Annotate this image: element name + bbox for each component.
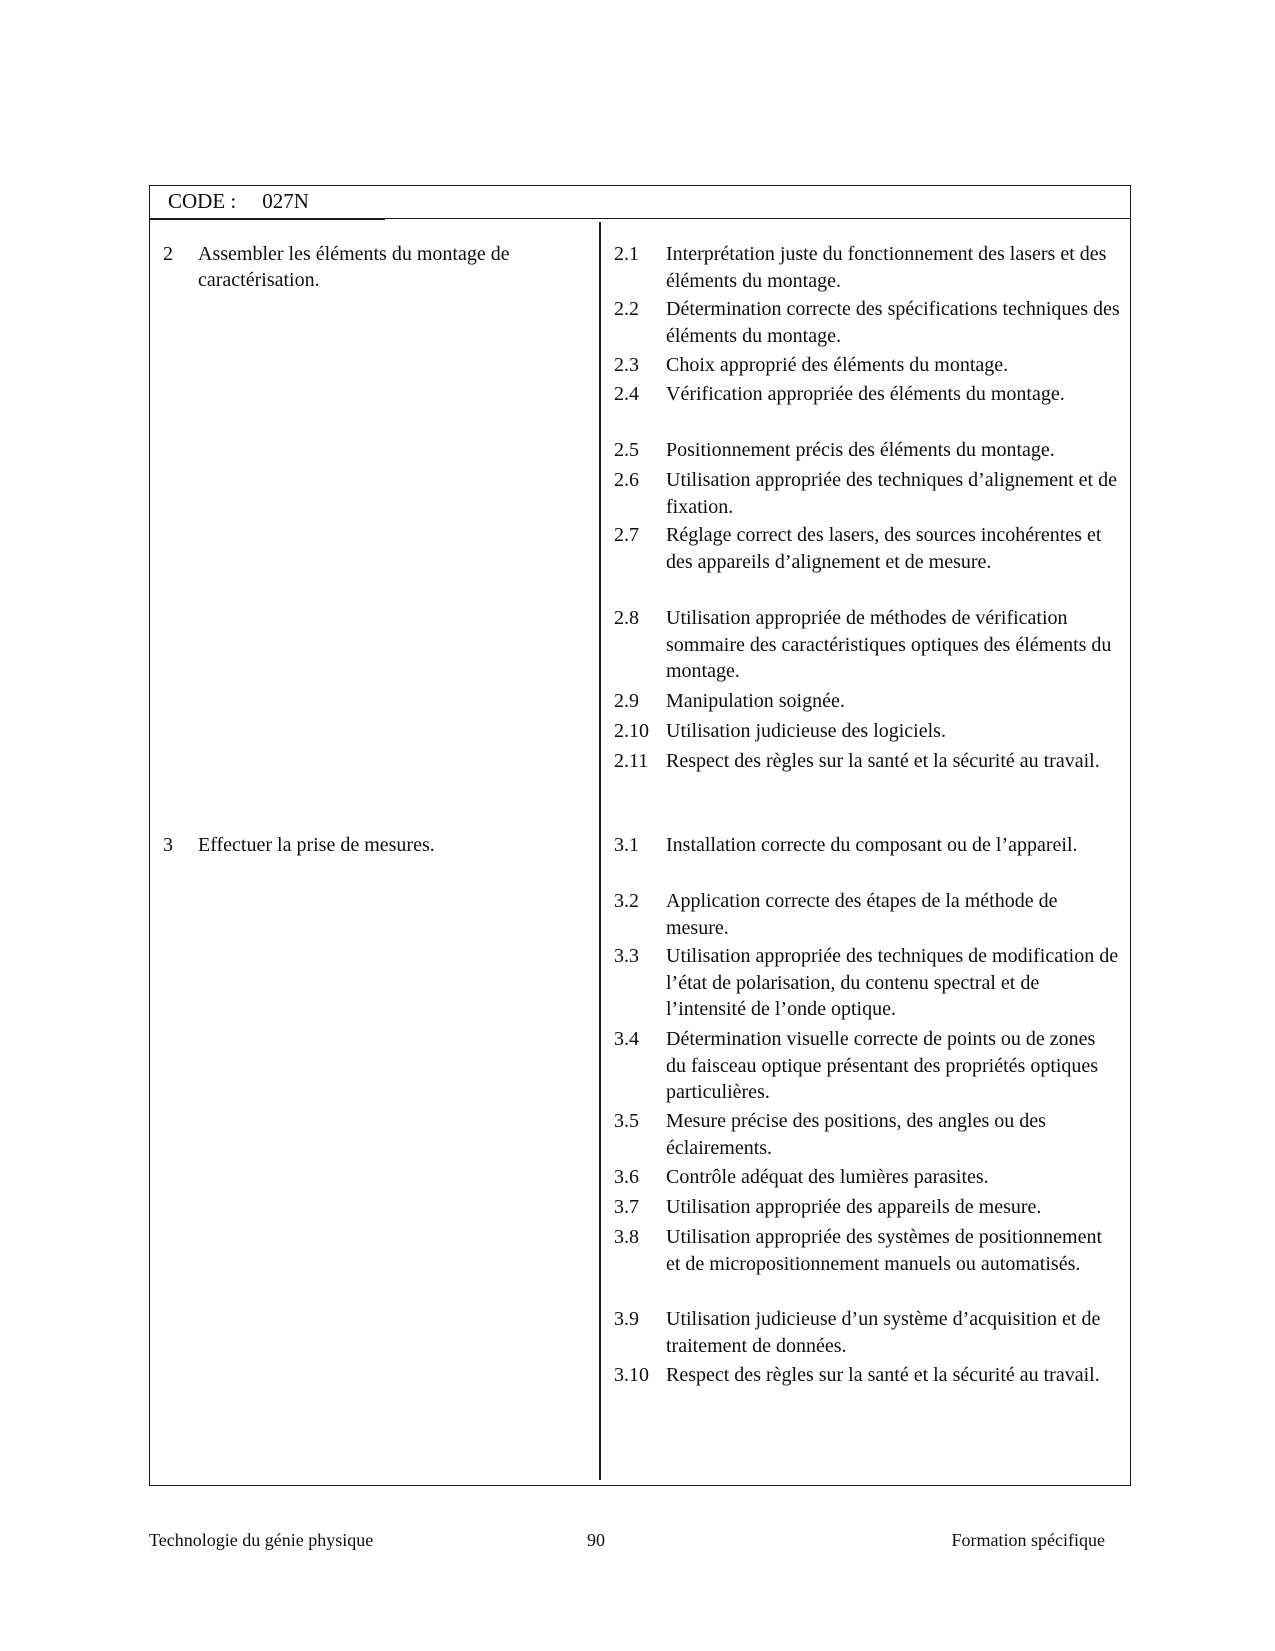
criterion-text: Respect des règles sur la santé et la sécurité au travail. [666, 1364, 1100, 1386]
criterion-item [614, 1306, 1120, 1359]
column-divider [599, 222, 601, 1480]
criterion-item [614, 688, 1120, 715]
criterion-number: 2.10 [614, 720, 649, 742]
criterion-text: Manipulation soignée. [666, 690, 845, 712]
criterion-item [614, 241, 1120, 294]
criterion-item [614, 1194, 1120, 1221]
criterion-item [614, 1026, 1120, 1106]
criterion-number: 2.1 [614, 243, 639, 265]
criterion-number: 2.8 [614, 607, 639, 629]
criterion-item [614, 437, 1120, 464]
criterion-item [614, 748, 1120, 775]
criterion-number: 3.6 [614, 1166, 639, 1188]
criterion-number: 2.7 [614, 524, 639, 546]
criterion-item [614, 522, 1120, 575]
criterion-number: 3.8 [614, 1226, 639, 1248]
criterion-text: Utilisation appropriée des techniques de modification de l’état de polarisation, du contenu spectral et de l’intensité de l’onde optique. [666, 945, 1119, 1020]
criterion-text: Utilisation appropriée des techniques d’alignement et de fixation. [666, 469, 1117, 518]
criterion-number: 3.5 [614, 1110, 639, 1132]
element-text: Assembler les éléments du montage de caractérisation. [198, 243, 510, 291]
criterion-number: 3.1 [614, 834, 639, 856]
criterion-item [614, 1164, 1120, 1191]
criterion-number: 2.11 [614, 750, 649, 772]
criterion-item [614, 888, 1120, 941]
criterion-number: 2.5 [614, 439, 639, 461]
criterion-text: Mesure précise des positions, des angles ou des éclairements. [666, 1110, 1046, 1159]
criterion-number: 3.4 [614, 1028, 639, 1050]
page-footer [149, 1530, 1105, 1556]
criterion-item [614, 943, 1120, 1023]
page-number: 90 [587, 1530, 605, 1550]
criterion-item [614, 467, 1120, 520]
criterion-text: Contrôle adéquat des lumières parasites. [666, 1166, 989, 1188]
criterion-number: 3.9 [614, 1308, 639, 1330]
criterion-text: Détermination correcte des spécifications techniques des éléments du montage. [666, 298, 1120, 347]
criterion-item [614, 605, 1120, 685]
criterion-text: Utilisation appropriée des appareils de mesure. [666, 1196, 1042, 1218]
element-number: 2 [163, 243, 173, 265]
criterion-number: 3.2 [614, 890, 639, 912]
criterion-item [614, 832, 1120, 859]
criterion-number: 2.3 [614, 354, 639, 376]
criterion-item [614, 296, 1120, 349]
criterion-number: 3.3 [614, 945, 639, 967]
criterion-item [614, 1362, 1120, 1389]
criterion-item [614, 718, 1120, 745]
criterion-number: 2.9 [614, 690, 639, 712]
criterion-text: Installation correcte du composant ou de l’appareil. [666, 834, 1078, 856]
element-text: Effectuer la prise de mesures. [198, 834, 435, 856]
criterion-text: Vérification appropriée des éléments du montage. [666, 383, 1065, 405]
competency-code [168, 189, 309, 214]
criterion-text: Choix approprié des éléments du montage. [666, 354, 1009, 376]
criterion-text: Respect des règles sur la santé et la sécurité au travail. [666, 750, 1100, 772]
criterion-item [614, 352, 1120, 379]
criterion-text: Interprétation juste du fonctionnement des lasers et des éléments du montage. [666, 243, 1107, 292]
code-label: CODE : [168, 189, 237, 213]
criterion-text: Réglage correct des lasers, des sources incohérentes et des appareils d’alignement et de mesure. [666, 524, 1102, 573]
criterion-text: Utilisation appropriée des systèmes de positionnement et de micropositionnement manuels ou automatisés. [666, 1226, 1103, 1275]
element-item [163, 241, 583, 293]
criterion-text: Utilisation judicieuse des logiciels. [666, 720, 946, 742]
criterion-text: Application correcte des étapes de la méthode de mesure. [666, 890, 1058, 939]
footer-program-title: Technologie du génie physique [149, 1530, 374, 1550]
criterion-text: Détermination visuelle correcte de points ou de zones du faisceau optique présentant des propriétés optiques particulières. [666, 1028, 1099, 1103]
criterion-text: Utilisation appropriée de méthodes de vérification sommaire des caractéristiques optiques des éléments du montage. [666, 607, 1112, 682]
element-item [163, 832, 583, 858]
footer-section-title: Formation spécifique [951, 1530, 1105, 1550]
criterion-item [614, 1108, 1120, 1161]
criterion-number: 2.6 [614, 469, 639, 491]
criterion-number: 3.7 [614, 1196, 639, 1218]
criterion-number: 3.10 [614, 1364, 649, 1386]
code-underline [149, 218, 385, 220]
code-value: 027N [262, 189, 309, 213]
criterion-item [614, 381, 1120, 408]
criterion-text: Positionnement précis des éléments du montage. [666, 439, 1055, 461]
criterion-number: 2.2 [614, 298, 639, 320]
criterion-number: 2.4 [614, 383, 639, 405]
criterion-text: Utilisation judicieuse d’un système d’acquisition et de traitement de données. [666, 1308, 1101, 1357]
element-number: 3 [163, 834, 173, 856]
criterion-item [614, 1224, 1120, 1277]
